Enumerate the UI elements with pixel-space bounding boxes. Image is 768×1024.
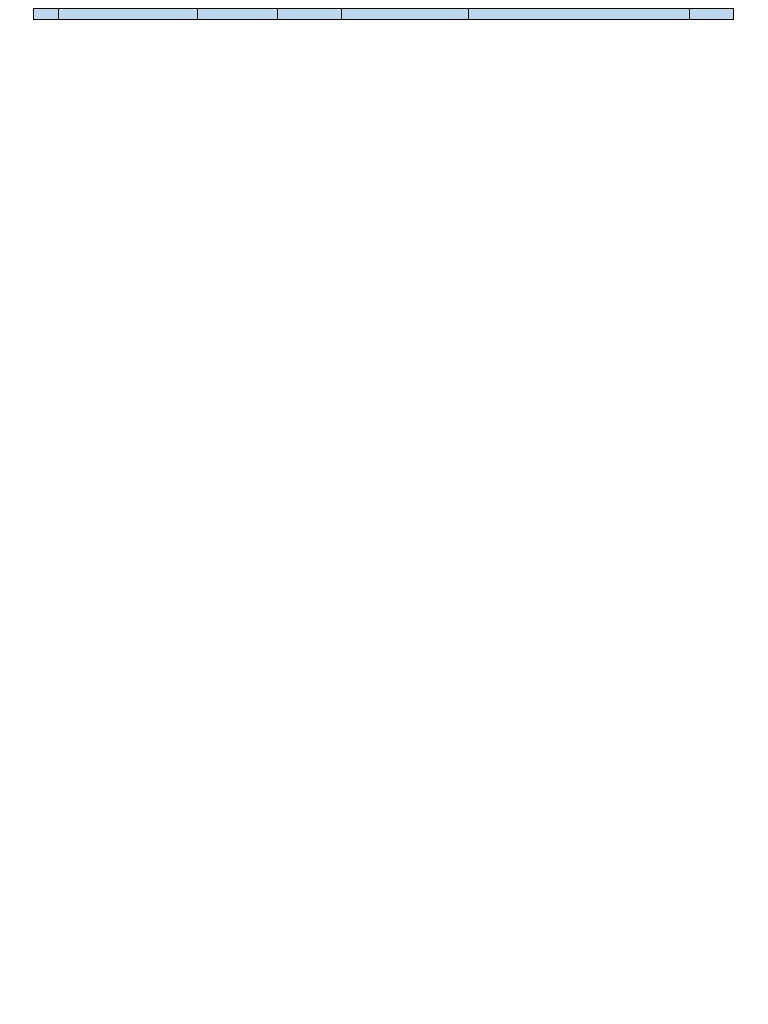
header-email-address bbox=[342, 8, 469, 20]
header-sr-no bbox=[33, 8, 59, 20]
header-address bbox=[469, 8, 690, 20]
header-row bbox=[0, 8, 768, 20]
header-location bbox=[690, 8, 734, 20]
header-contact-no bbox=[278, 8, 342, 20]
header-contact-person bbox=[198, 8, 278, 20]
header-firm-name bbox=[59, 8, 198, 20]
